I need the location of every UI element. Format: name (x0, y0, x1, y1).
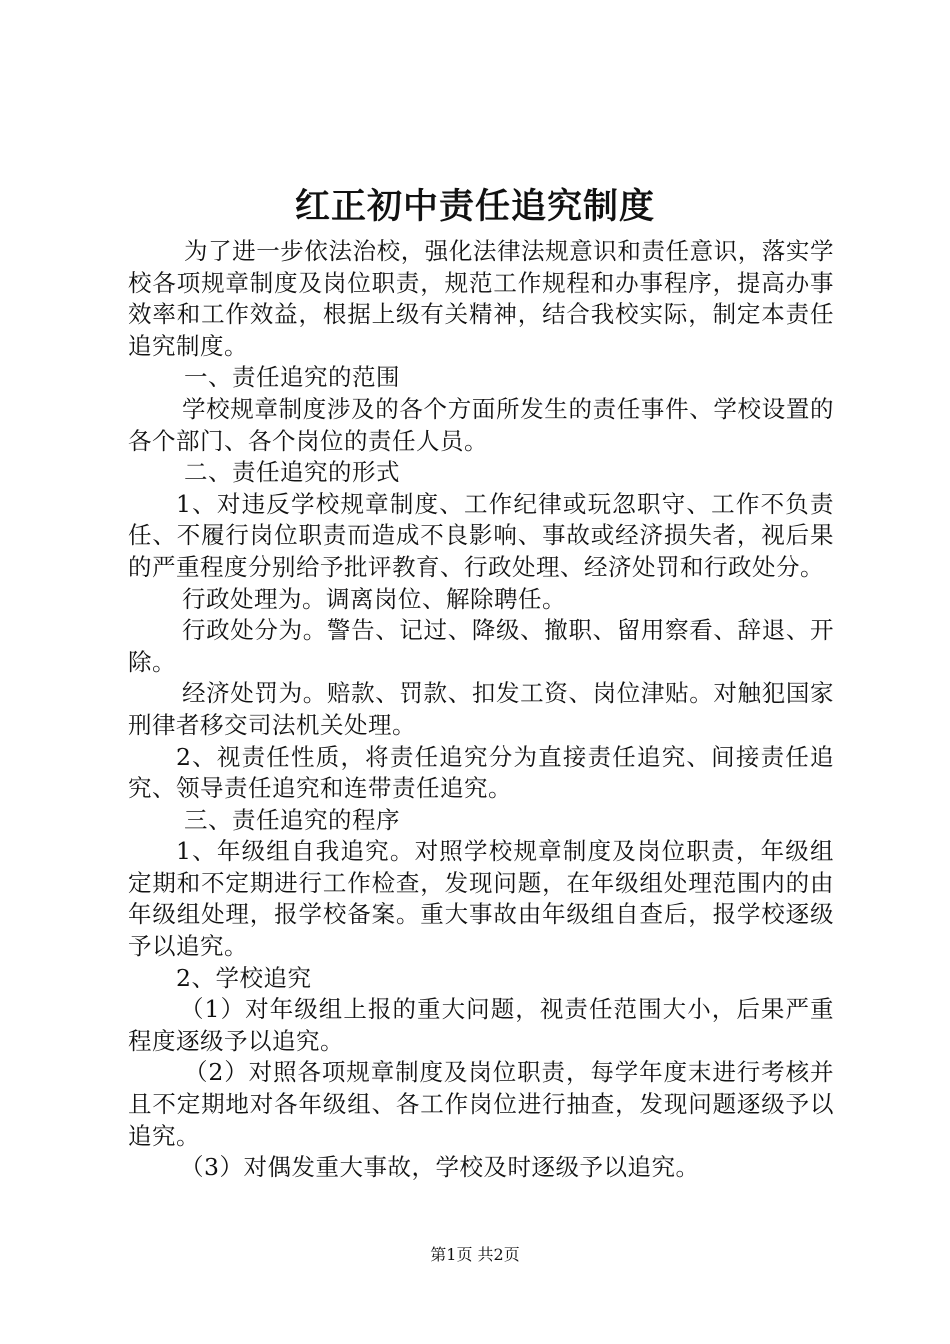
paragraph-admin-handling: 行政处理为。调离岗位、解除聘任。 (182, 584, 566, 613)
document-title: 红正初中责任追究制度 (294, 186, 655, 227)
paragraph-economic-penalty: 经济处罚为。赔款、罚款、扣发工资、岗位津贴。对触犯国家刑律者移交司法机关处理。 (128, 679, 834, 739)
section-heading-scope: 一、责任追究的范围 (184, 363, 400, 392)
paragraph-procedure-2-1: （1）对年级组上报的重大问题，视责任范围大小，后果严重程度逐级予以追究。 (128, 995, 834, 1055)
paragraph-procedure-2-3: （3）对偶发重大事故，学校及时逐级予以追究。 (180, 1153, 700, 1182)
paragraph-forms-1: 1、对违反学校规章制度、工作纪律或玩忽职守、工作不负责任、不履行岗位职责而造成不良影响、事故或经济损失者，视后果的严重程度分别给予批评教育、行政处理、经济处罚和行政处分。 (128, 489, 834, 581)
paragraph-forms-2: 2、视责任性质，将责任追究分为直接责任追究、间接责任追究、领导责任追究和连带责任追究。 (128, 742, 834, 803)
section-heading-forms: 二、责任追究的形式 (184, 458, 400, 487)
paragraph-procedure-2-2: （2）对照各项规章制度及岗位职责，每学年度末进行考核并且不定期地对各年级组、各工作岗位进行抽查，发现问题逐级予以追究。 (128, 1058, 834, 1150)
paragraph-admin-sanction: 行政处分为。警告、记过、降级、撤职、留用察看、辞退、开除。 (128, 616, 834, 676)
paragraph-procedure-1: 1、年级组自我追究。对照学校规章制度及岗位职责，年级组定期和不定期进行工作检查，发现问题，在年级组处理范围内的由年级组处理，报学校备案。重大事故由年级组自查后，报学校逐级予以追究。 (128, 837, 834, 961)
paragraph-scope: 学校规章制度涉及的各个方面所发生的责任事件、学校设置的各个部门、各个岗位的责任人员。 (128, 394, 834, 455)
page-number: 第1页 共2页 (430, 1245, 520, 1264)
paragraph-procedure-2-heading: 2、学校追究 (176, 963, 312, 992)
document-body (128, 236, 834, 1184)
section-heading-procedure: 三、责任追究的程序 (184, 805, 400, 834)
paragraph-intro: 为了进一步依法治校，强化法律法规意识和责任意识，落实学校各项规章制度及岗位职责，规范工作规程和办事程序，提高办事效率和工作效益，根据上级有关精神，结合我校实际，制定本责任追究制度。 (128, 237, 834, 360)
